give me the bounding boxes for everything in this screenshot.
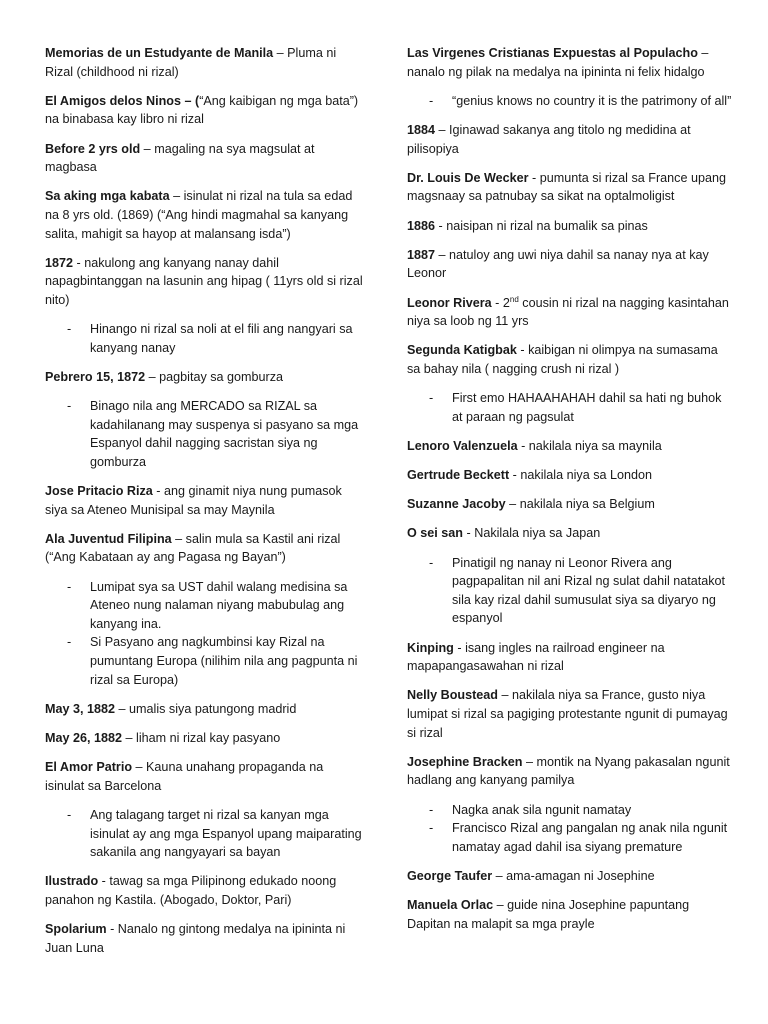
entry-term: Before 2 yrs old [45,141,141,156]
note-entry [45,758,365,795]
note-entry [407,686,732,742]
entry-text: ang ginamit niya nung pumasok siya sa Ateneo Munisipal sa may Maynila [45,484,342,517]
note-entry [407,169,732,206]
note-entry [45,44,365,81]
note-entry [45,872,365,909]
entry-text: nakilala niya sa maynila [528,438,662,453]
entry-text: tawag sa mga Pilipinong edukado noong panahon ng Kastila. (Abogado, Doktor, Pari) [45,874,337,907]
note-entry [45,729,365,748]
entry-separator: – [505,497,520,512]
entry-separator: - [491,295,503,310]
note-entry [407,639,732,676]
note-entry [407,121,732,158]
bullet-item: - Nagka anak sila ngunit namatay [429,801,732,820]
entry-text: isang ingles na railroad engineer na mapapangasawahan ni rizal [407,640,665,674]
entry-superscript: nd [509,294,519,304]
entry-term: Josephine Bracken [407,754,523,769]
entry-term: George Taufer [407,868,493,883]
entry-separator: – [497,688,512,703]
entry-separator: – [435,247,450,262]
bullet-list [407,801,732,857]
entry-separator: - [453,640,466,655]
note-entry [407,341,732,378]
entry-separator: - [435,218,447,233]
entry-separator: – [492,868,507,883]
entry-separator: - [528,170,540,185]
note-entry [45,920,365,957]
bullet-item: - Francisco Rizal ang pangalan ng anak nila ngunit namatay agad dahil isa siyang premature [429,819,732,856]
entry-term: 1872 [45,255,74,270]
entry-term: Manuela Orlac [407,898,494,913]
entry-separator: – [122,730,137,745]
entry-term: Nelly Boustead [407,688,498,703]
entry-term: Pebrero 15, 1872 [45,369,146,384]
bullet-item: - Ang talagang target ni rizal sa kanyan mga isinulat ay ang mga Espanyol upang maiparating sakanila ang nangyayari sa bayan [67,806,365,862]
entry-term: Memorias de un Estudyante de Manila [45,46,274,60]
entry-separator: - [152,484,164,499]
entry-text: naisipan ni rizal na bumalik sa pinas [446,218,648,233]
note-entry [45,700,365,719]
note-entry [407,294,732,331]
entry-separator: – [171,531,186,546]
entry-term: Gertrude Beckett [407,468,510,483]
entry-separator: – [697,46,709,60]
entry-text: kaibigan ni olimpya na sumasama sa bahay nila ( nagging crush ni rizal ) [407,343,718,376]
entry-term: O sei san [407,526,464,541]
entry-term: Kinping [407,640,454,655]
note-entry [407,524,732,543]
bullet-list [45,578,365,690]
entry-text: liham ni rizal kay pasyano [136,730,281,745]
entry-term: 1887 [407,247,436,262]
entry-separator: - [73,255,85,270]
entry-text: isinulat ni rizal na tula sa edad na 8 yrs old. (1869) (“Ang hindi magmahal sa kanyang salita, mahigit sa hayop at malansang isda”) [45,189,353,241]
entry-term: Lenoro Valenzuela [407,438,518,453]
entry-text: guide nina Josephine papuntang Dapitan na malapit sa mga prayle [407,898,690,931]
entry-text: Iginawad sakanya ang titolo ng medidina at pilisopiya [407,122,691,156]
note-entry [407,246,732,283]
note-entry [407,867,732,886]
bullet-list [407,554,732,628]
entry-text: magaling na sya magsulat at magbasa [45,141,315,175]
entry-separator: – [522,754,537,769]
note-entry [407,753,732,790]
entry-text: Nakilala niya sa Japan [474,526,601,541]
entry-separator: - [516,343,529,358]
entry-separator: – [132,760,147,775]
entry-term: May 26, 1882 [45,730,123,745]
entry-term: May 3, 1882 [45,701,116,716]
bullet-list [45,397,365,471]
bullet-item: - Lumipat sya sa UST dahil walang medisina sa Ateneo nung nalaman niyang mabubulag ang kanyang ina. [67,578,365,634]
note-entry [407,44,732,81]
entry-separator: – [493,898,508,913]
entry-text: Nanalo ng gintong medalya na ipininta ni Juan Luna [45,922,346,955]
entry-term: Sa aking mga kabata [45,189,170,204]
note-entry [45,530,365,567]
entry-text: montik na Nyang pakasalan ngunit hadlang ang kanyang pamilya [407,754,730,788]
note-entry [45,368,365,387]
entry-separator: - [98,874,110,889]
entry-separator: - [517,438,529,453]
entry-term: El Amor Patrio [45,760,133,775]
entry-term: Segunda Katigbak [407,343,517,358]
entry-text: salin mula sa Kastil ani rizal (“Ang Kabataan ay ang Pagasa ng Bayan”) [45,531,341,565]
entry-text: ama-amagan ni Josephine [506,868,655,883]
note-entry [45,92,365,129]
entry-separator: – [145,369,160,384]
entry-separator: – [140,141,155,156]
entry-separator: - [463,526,475,541]
entry-text: nanalo ng pilak na medalya na ipininta ni felix hidalgo [407,64,705,79]
entry-term: Las Virgenes Cristianas Expuestas al Populacho [407,46,698,60]
entry-text: 2 [502,295,510,310]
entry-term: Dr. Louis De Wecker [407,170,529,185]
entry-text: Kauna unahang propaganda na isinulat sa Barcelona [45,760,324,793]
entry-term: Spolarium [45,922,107,937]
entry-text: nakilala niya sa France, gusto niya lumipat si rizal sa pagiging protestante ngunit di pumayag si rizal [407,688,728,740]
bullet-list [407,389,732,426]
entry-text: umalis siya patungong madrid [129,701,297,716]
entry-text: pagbitay sa gomburza [159,369,284,384]
bullet-item: - “genius knows no country it is the patrimony of all” [429,92,732,111]
bullet-list [45,806,365,862]
entry-text: nakilala niya sa London [520,468,653,483]
note-entry [45,140,365,177]
entry-text: pumunta si rizal sa France upang magsnaay sa patnubay sa sikat na optalmoligist [407,170,726,204]
entry-separator: – [435,122,450,137]
note-entry [45,482,365,519]
entry-text: “Ang kaibigan ng mga bata”) na binabasa kay libro ni rizal [45,93,359,127]
entry-text: natuloy ang uwi niya dahil sa nanay nya at kay Leonor [407,247,709,281]
note-entry [407,217,732,236]
bullet-item: - Hinango ni rizal sa noli at el fili ang nangyari sa kanyang nanay [67,320,365,357]
entry-term: 1884 [407,122,436,137]
entry-term: 1886 [407,218,436,233]
entry-term: Jose Pritacio Riza [45,484,153,499]
note-entry [407,896,732,933]
bullet-list [407,92,732,111]
entry-term: Leonor Rivera [407,295,492,310]
note-entry [45,254,365,310]
entry-separator: – [169,189,184,204]
entry-separator: - [509,468,521,483]
entry-separator: – [115,701,130,716]
entry-text: Pluma ni Rizal (childhood ni rizal) [45,46,337,79]
entry-term: Ilustrado [45,874,99,889]
entry-text: nakilala niya sa Belgium [519,497,655,512]
entry-separator: - [106,922,118,937]
entry-separator: – [273,46,288,60]
note-entry [407,437,732,456]
note-entry [407,495,732,514]
right-column [407,44,732,944]
entry-term: Suzanne Jacoby [407,497,506,512]
bullet-item: - Si Pasyano ang nagkumbinsi kay Rizal na pumuntang Europa (nilihim nila ang pagpunta ni rizal sa Europa) [67,633,365,689]
entry-term: Ala Juventud Filipina [45,531,172,546]
bullet-item: - First emo HAHAAHAHAH dahil sa hati ng buhok at paraan ng pagsulat [429,389,732,426]
entry-text-cont: cousin ni rizal na nagging kasintahan niya sa loob ng 11 yrs [407,295,729,329]
entry-text: nakulong ang kanyang nanay dahil napagbintanggan na lasunin ang hipag ( 11yrs old si rizal nito) [45,255,363,307]
note-entry [407,466,732,485]
bullet-item: - Binago nila ang MERCADO sa RIZAL sa kadahilanang may suspenya si pasyano sa mga Espanyol dahil nagging sacristan siya ng gomburza [67,397,365,471]
bullet-list [45,320,365,357]
bullet-item: - Pinatigil ng nanay ni Leonor Rivera ang pagpapalitan nil ani Rizal ng sulat dahil natatakot sila kay rizal dahil sumusulat siya sa diyaryo ng espanyol [429,554,732,628]
note-entry [45,187,365,243]
entry-term: El Amigos delos Ninos – ( [45,93,200,108]
left-column [45,44,365,968]
